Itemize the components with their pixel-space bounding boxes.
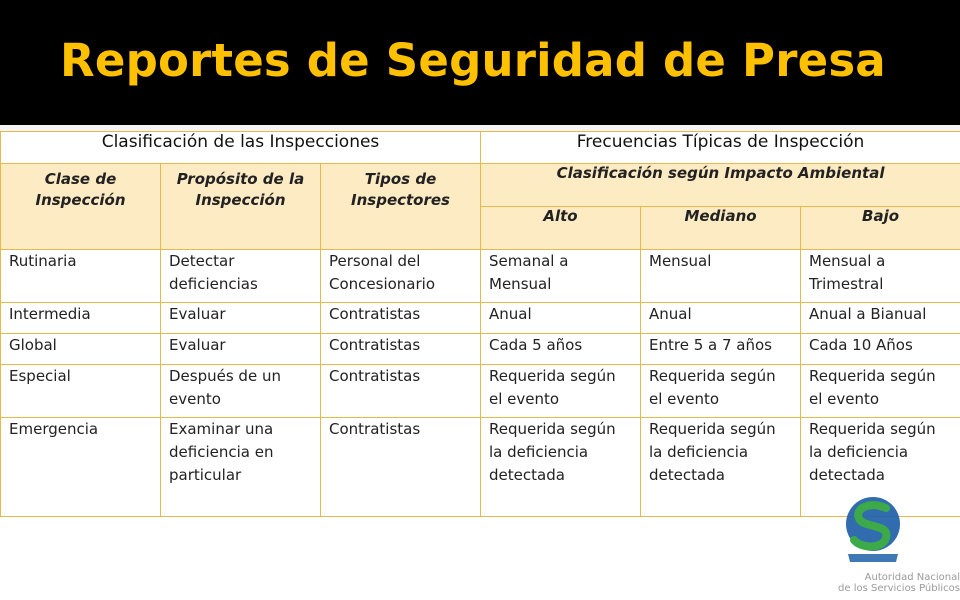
title-bar xyxy=(0,0,960,125)
cell-mediano: Requerida según la deficiencia detectada xyxy=(641,418,801,517)
cell-bajo: Cada 10 Años xyxy=(801,334,960,365)
table-row xyxy=(1,303,960,334)
inspection-table xyxy=(0,131,960,517)
cell-tipos: Contratistas xyxy=(321,365,481,418)
cell-mediano: Anual xyxy=(641,303,801,334)
group-header-row xyxy=(1,132,960,164)
page-title: Reportes de Seguridad de Presa xyxy=(60,34,886,87)
cell-proposito: Examinar una deficiencia en particular xyxy=(161,418,321,517)
cell-alto: Semanal a Mensual xyxy=(481,250,641,303)
logo-text-line1: Autoridad Nacional xyxy=(864,572,960,583)
cell-proposito: Detectar deficiencias xyxy=(161,250,321,303)
header-alto: Alto xyxy=(481,207,641,250)
table-row xyxy=(1,365,960,418)
cell-bajo: Mensual a Trimestral xyxy=(801,250,960,303)
cell-alto: Anual xyxy=(481,303,641,334)
cell-mediano: Requerida según el evento xyxy=(641,365,801,418)
cell-proposito: Después de un evento xyxy=(161,365,321,418)
cell-clase: Intermedia xyxy=(1,303,161,334)
cell-proposito: Evaluar xyxy=(161,334,321,365)
header-tipos: Tipos de Inspectores xyxy=(321,164,481,250)
cell-clase: Especial xyxy=(1,365,161,418)
cell-alto: Requerida según el evento xyxy=(481,365,641,418)
header-mediano: Mediano xyxy=(641,207,801,250)
header-clase: Clase de Inspección xyxy=(1,164,161,250)
column-header-row xyxy=(1,164,960,207)
table-row xyxy=(1,418,960,517)
table-row xyxy=(1,250,960,303)
cell-bajo: Requerida según el evento xyxy=(801,365,960,418)
cell-mediano: Entre 5 a 7 años xyxy=(641,334,801,365)
cell-proposito: Evaluar xyxy=(161,303,321,334)
cell-tipos: Contratistas xyxy=(321,418,481,517)
logo-text xyxy=(810,572,960,594)
group-header-frequency: Frecuencias Típicas de Inspección xyxy=(481,132,960,164)
cell-mediano: Mensual xyxy=(641,250,801,303)
cell-bajo: Anual a Bianual xyxy=(801,303,960,334)
header-impacto: Clasificación según Impacto Ambiental xyxy=(481,164,960,207)
cell-tipos: Contratistas xyxy=(321,303,481,334)
header-proposito: Propósito de la Inspección xyxy=(161,164,321,250)
cell-clase: Rutinaria xyxy=(1,250,161,303)
header-bajo: Bajo xyxy=(801,207,960,250)
cell-bajo: Requerida según la deficiencia detectada xyxy=(801,418,960,517)
table-row xyxy=(1,334,960,365)
logo-text-line2: de los Servicios Públicos xyxy=(838,583,960,594)
cell-tipos: Personal del Concesionario xyxy=(321,250,481,303)
cell-clase: Global xyxy=(1,334,161,365)
cell-clase: Emergencia xyxy=(1,418,161,517)
cell-alto: Requerida según la deficiencia detectada xyxy=(481,418,641,517)
group-header-classification: Clasificación de las Inspecciones xyxy=(1,132,481,164)
cell-alto: Cada 5 años xyxy=(481,334,641,365)
cell-tipos: Contratistas xyxy=(321,334,481,365)
